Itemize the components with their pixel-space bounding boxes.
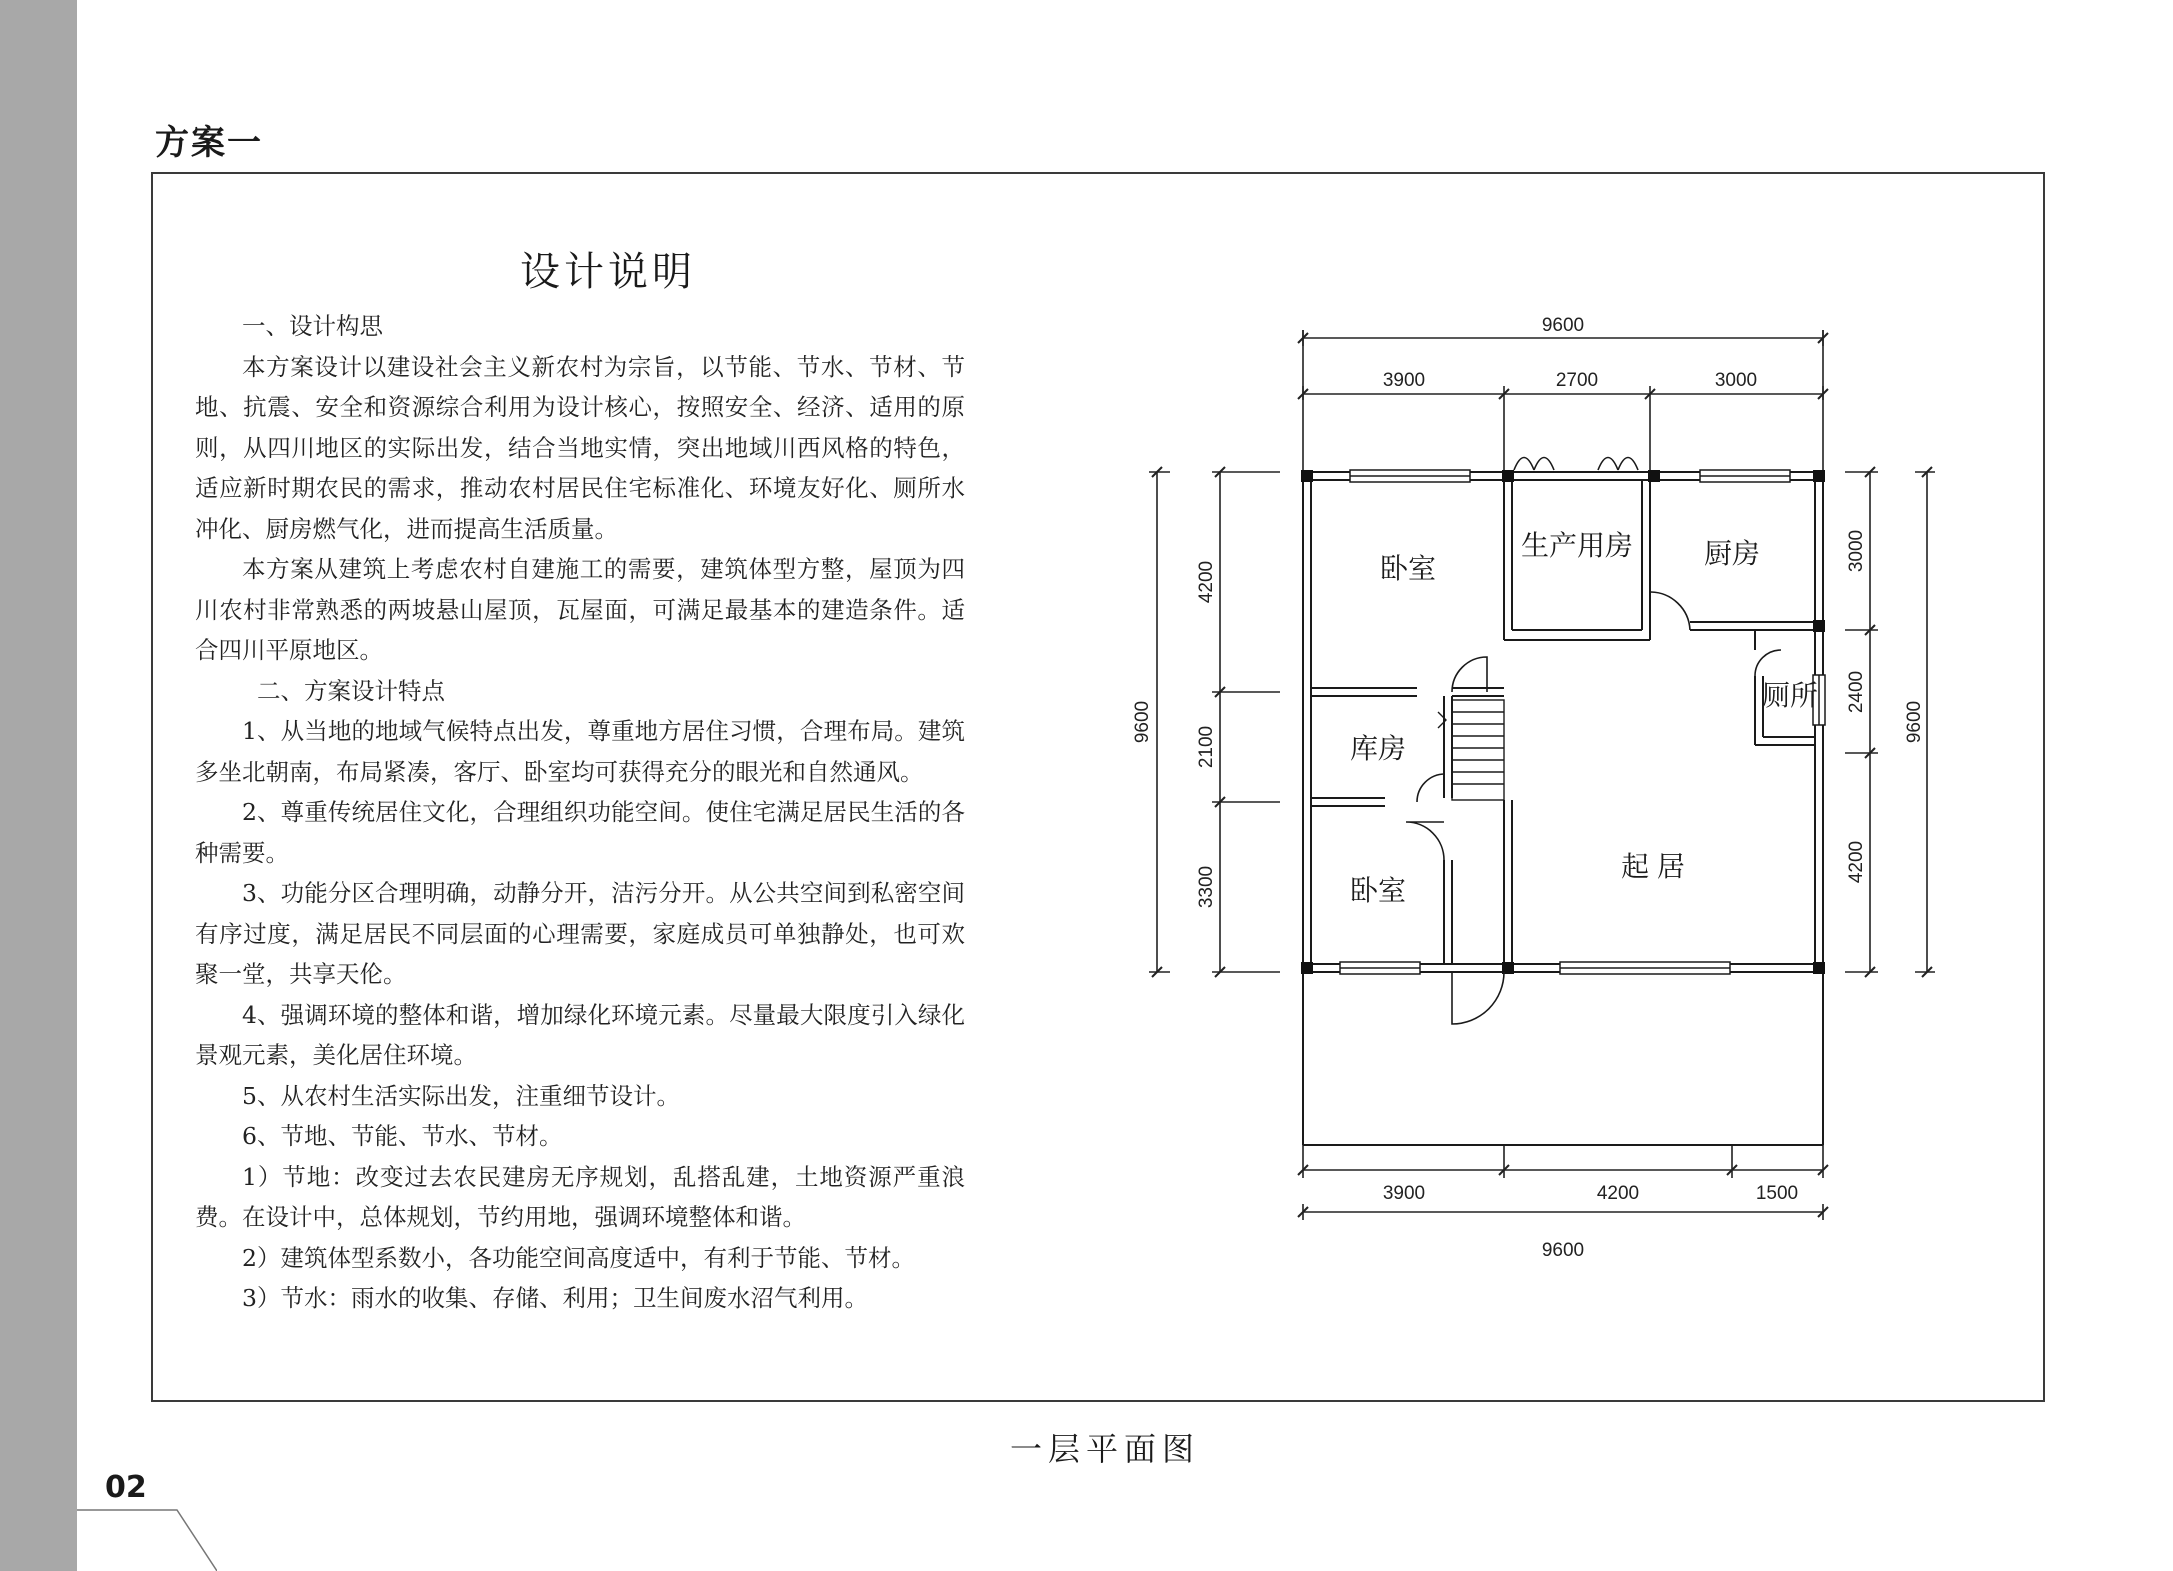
dim-left-c: 3300 [1196,865,1217,909]
room-kitchen: 厨房 [1703,538,1761,569]
dim-right-c: 4200 [1846,840,1867,884]
dim-right-a: 3000 [1846,529,1867,573]
paragraph: 本方案设计以建设社会主义新农村为宗旨，以节能、节水、节材、节地、抗震、安全和资源综合利用为设计核心，按照安全、经济、适用的原则，从四川地区的实际出发，结合当地实情，突出地域川西风格的特色，适应新时期农民的需求，推动农村居民住宅标准化、环境友好化、厕所水冲化、厨房燃气化，进而提高生活质量。 [195,352,965,543]
room-bedroom-1: 卧室 [1379,553,1437,584]
page-corner-line [77,1490,217,1571]
scheme-title: 方案一 [155,123,263,163]
paragraph: 6、节地、节能、节水、节材。 [242,1122,563,1150]
design-notes-text [195,306,965,1319]
side-bar [0,0,77,1571]
dim-bottom-c: 1500 [1755,1183,1799,1204]
room-living: 起 居 [1621,851,1685,882]
room-bedroom-2: 卧室 [1349,875,1407,906]
dim-bottom-a: 3900 [1382,1183,1426,1204]
section-heading: 二、方案设计特点 [257,676,445,705]
plan-caption: 一层平面图 [1010,1430,1201,1468]
dim-top-a: 3900 [1382,370,1426,391]
room-production: 生产用房 [1520,530,1634,561]
dim-top-c: 3000 [1714,370,1758,391]
floor-plan [1110,300,2000,1290]
room-toilet: 厕所 [1761,680,1819,711]
dim-left-a: 4200 [1196,560,1217,604]
paragraph: 2、尊重传统居住文化，合理组织功能空间。使住宅满足居民生活的各种需要。 [195,798,965,867]
dim-bottom-b: 4200 [1596,1183,1640,1204]
paragraph: 4、强调环境的整体和谐，增加绿化环境元素。尽量最大限度引入绿化景观元素，美化居住环境。 [195,1000,965,1069]
dim-bottom-total: 9600 [1541,1240,1585,1261]
dim-top-b: 2700 [1555,370,1599,391]
dim-top-total: 9600 [1541,315,1585,336]
room-storage: 库房 [1349,733,1407,764]
design-notes-title: 设计说明 [520,249,696,295]
dim-left-total: 9600 [1132,700,1153,744]
section-heading: 一、设计构思 [242,312,383,340]
page-number: 02 [105,1470,147,1505]
paragraph: 本方案从建筑上考虑农村自建施工的需要，建筑体型方整，屋顶为四川农村非常熟悉的两坡悬山屋顶，瓦屋面，可满足最基本的建造条件。适合四川平原地区。 [195,555,965,664]
paragraph: 5、从农村生活实际出发，注重细节设计。 [242,1081,680,1110]
dim-right-total: 9600 [1904,700,1925,744]
paragraph: 3）节水：雨水的收集、存储、利用；卫生间废水沼气利用。 [242,1284,868,1312]
paragraph: 3、功能分区合理明确，动静分开，洁污分开。从公共空间到私密空间有序过度，满足居民不同层面的心理需要，家庭成员可单独静处，也可欢聚一堂，共享天伦。 [195,879,965,988]
paragraph: 2）建筑体型系数小，各功能空间高度适中，有利于节能、节材。 [242,1243,915,1272]
dim-left-b: 2100 [1196,725,1217,769]
dim-right-b: 2400 [1846,670,1867,714]
paragraph: 1、从当地的地域气候特点出发，尊重地方居住习惯，合理布局。建筑多坐北朝南，布局紧凑，客厅、卧室均可获得充分的眼光和自然通风。 [195,717,965,786]
paragraph: 1）节地：改变过去农民建房无序规划，乱搭乱建，土地资源严重浪费。在设计中，总体规划，节约用地，强调环境整体和谐。 [195,1162,965,1231]
